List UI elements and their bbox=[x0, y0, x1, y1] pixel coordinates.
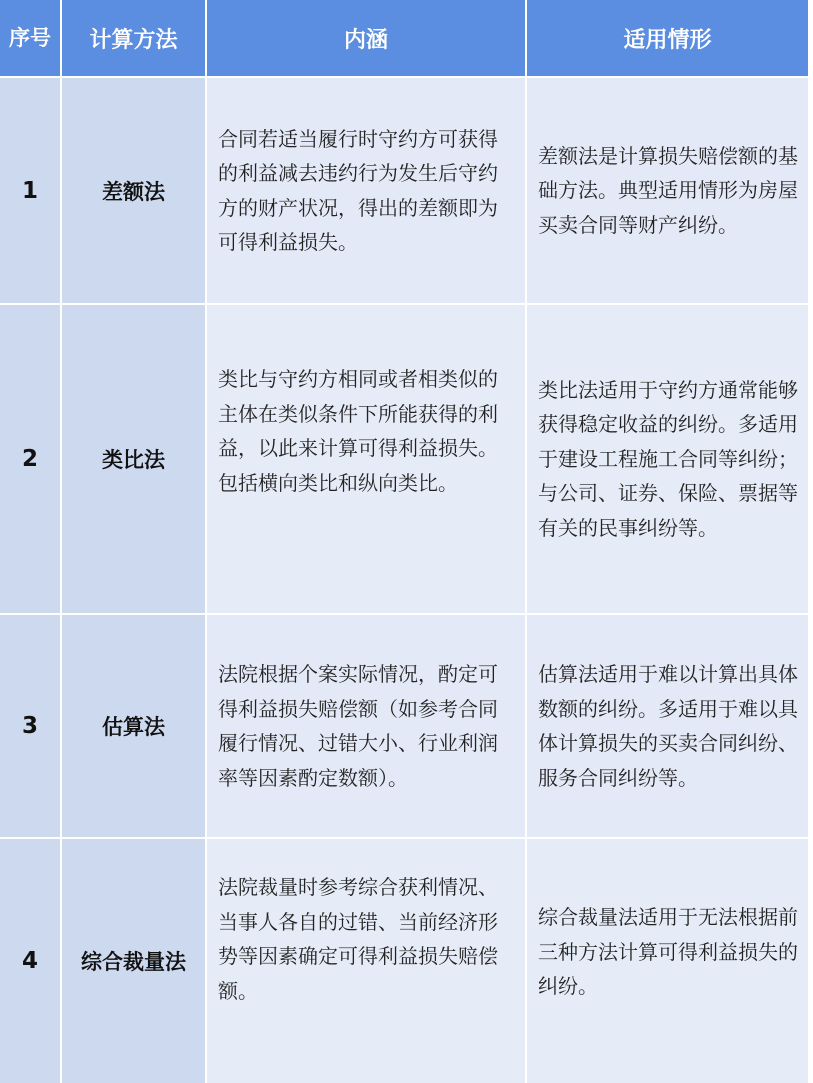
row-4-method: 综合裁量法 bbox=[62, 839, 205, 1083]
row-1-meaning: 合同若适当履行时守约方可获得的利益减去违约行为发生后守约方的财产状况，得出的差额即为可得利益损失。 bbox=[207, 78, 525, 303]
row-1-method: 差额法 bbox=[62, 78, 205, 303]
header-method: 计算方法 bbox=[62, 0, 205, 76]
row-2-index: 2 bbox=[0, 305, 60, 613]
header-scenario: 适用情形 bbox=[527, 0, 808, 76]
row-3-index: 3 bbox=[0, 615, 60, 837]
row-4-meaning: 法院裁量时参考综合获利情况、当事人各自的过错、当前经济形势等因素确定可得利益损失赔偿额。 bbox=[207, 839, 525, 1083]
row-2-method: 类比法 bbox=[62, 305, 205, 613]
header-index: 序号 bbox=[0, 0, 60, 76]
row-1-index: 1 bbox=[0, 78, 60, 303]
row-1-scenario: 差额法是计算损失赔偿额的基础方法。典型适用情形为房屋买卖合同等财产纠纷。 bbox=[527, 78, 808, 303]
row-2-meaning: 类比与守约方相同或者相类似的主体在类似条件下所能获得的利益，以此来计算可得利益损失。包括横向类比和纵向类比。 bbox=[207, 305, 525, 613]
row-4-index: 4 bbox=[0, 839, 60, 1083]
row-4-scenario: 综合裁量法适用于无法根据前三种方法计算可得利益损失的纠纷。 bbox=[527, 839, 808, 1083]
row-3-meaning: 法院根据个案实际情况，酌定可得利益损失赔偿额（如参考合同履行情况、过错大小、行业利润率等因素酌定数额）。 bbox=[207, 615, 525, 837]
row-2-scenario: 类比法适用于守约方通常能够获得稳定收益的纠纷。多适用于建设工程施工合同等纠纷；与公司、证券、保险、票据等有关的民事纠纷等。 bbox=[527, 305, 808, 613]
row-3-method: 估算法 bbox=[62, 615, 205, 837]
header-meaning: 内涵 bbox=[207, 0, 525, 76]
row-3-scenario: 估算法适用于难以计算出具体数额的纠纷。多适用于难以具体计算损失的买卖合同纠纷、服务合同纠纷等。 bbox=[527, 615, 808, 837]
